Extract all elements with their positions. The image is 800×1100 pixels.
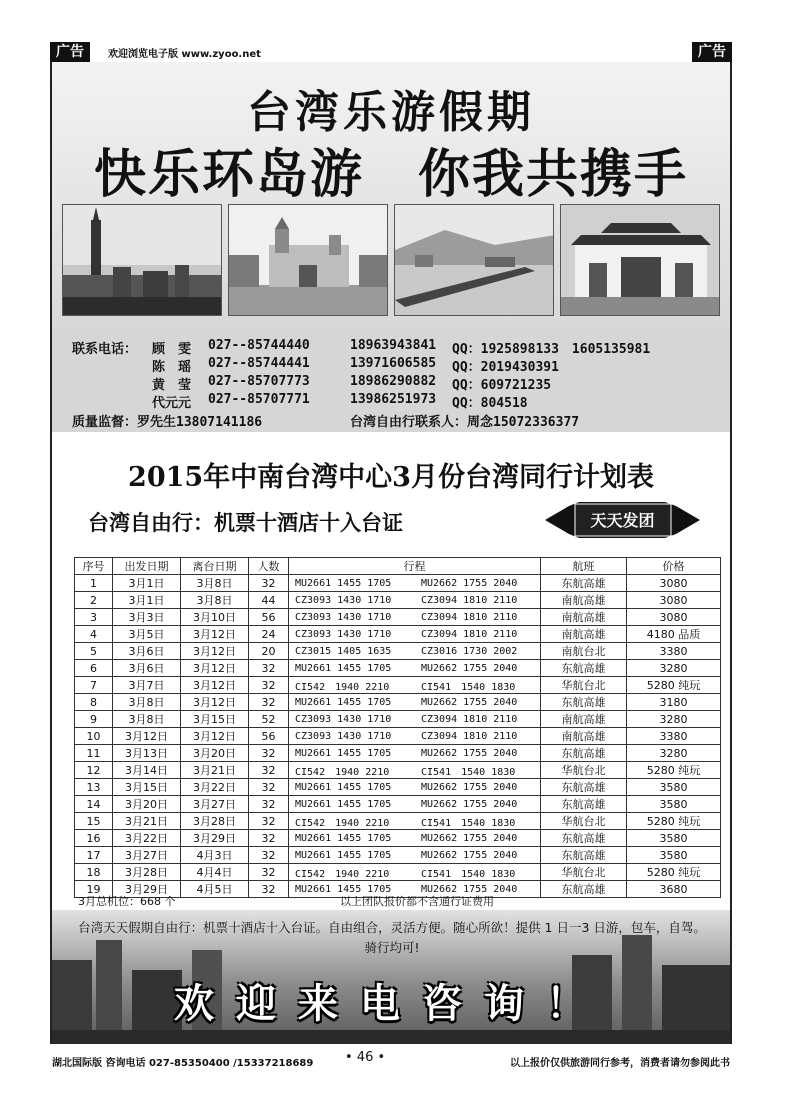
outbound-flight: CI542 1940 2210 [295, 766, 390, 778]
col-header: 出发日期 [113, 558, 181, 575]
col-header: 离台日期 [181, 558, 249, 575]
col-header: 序号 [75, 558, 113, 575]
return-flight: CZ3094 1810 2110 [421, 628, 518, 640]
pax-count: 32 [249, 762, 289, 779]
pax-count: 32 [249, 694, 289, 711]
contact-qq[interactable]: QQ：609721235 [452, 378, 552, 393]
return-flight: MU2662 1755 2040 [421, 883, 518, 895]
return-flight: MU2662 1755 2040 [421, 849, 518, 861]
col-header: 人数 [249, 558, 289, 575]
table-row [75, 796, 721, 813]
price: 3080 [627, 575, 721, 592]
contact-name: 代元元 [152, 396, 192, 411]
price: 3080 [627, 609, 721, 626]
welcome-call-slogan: 欢迎来电咨询！ [174, 980, 608, 1027]
airline: 南航高雄 [541, 609, 627, 626]
return-flight: MU2662 1755 2040 [421, 832, 518, 844]
row-number: 17 [75, 847, 113, 864]
row-number: 11 [75, 745, 113, 762]
website-url[interactable]: 欢迎浏览电子版 www.zyoo.net [108, 49, 261, 60]
departure-date: 3月1日 [113, 592, 181, 609]
outbound-flight: MU2661 1455 1705 [295, 662, 392, 674]
contact-section [52, 330, 730, 432]
return-flight: CI541 1540 1830 [421, 868, 516, 880]
photo-memorial-gate [560, 204, 720, 316]
itinerary [289, 660, 541, 677]
return-date: 3月12日 [181, 643, 249, 660]
airline: 东航高雄 [541, 694, 627, 711]
row-number: 13 [75, 779, 113, 796]
row-number: 4 [75, 626, 113, 643]
return-flight: MU2662 1755 2040 [421, 662, 518, 674]
promo-section [52, 910, 730, 1044]
itinerary [289, 677, 541, 694]
return-flight: MU2662 1755 2040 [421, 577, 518, 589]
departure-date: 3月12日 [113, 728, 181, 745]
departure-date: 3月8日 [113, 694, 181, 711]
price: 4180 品质 [627, 626, 721, 643]
outbound-flight: CI542 1940 2210 [295, 681, 390, 693]
departure-date: 3月7日 [113, 677, 181, 694]
footer-disclaimer: 以上报价仅供旅游同行参考，消费者请勿参阅此书 [510, 1058, 730, 1069]
promo-text: 台湾天天假期自由行：机票十酒店十入台证。自由组合，灵活方便。随心所欲！提供 1 日一3 日游，包车，自驾。骑行均可! [78, 920, 706, 955]
departure-date: 3月22日 [113, 830, 181, 847]
contact-mobile[interactable]: 18986290882 [350, 374, 437, 389]
table-row [75, 847, 721, 864]
table-row [75, 660, 721, 677]
contact-tel[interactable]: 027--85707773 [208, 374, 310, 389]
row-number: 5 [75, 643, 113, 660]
contact-tel[interactable]: 027--85744440 [208, 338, 310, 353]
pax-count: 44 [249, 592, 289, 609]
ad-tag-left: 广告 [50, 42, 90, 62]
contact-mobile[interactable]: 13986251973 [350, 392, 437, 407]
pax-count: 56 [249, 609, 289, 626]
row-number: 16 [75, 830, 113, 847]
outbound-flight: CI542 1940 2210 [295, 817, 390, 829]
price: 3280 [627, 660, 721, 677]
airline: 华航台北 [541, 813, 627, 830]
table-row [75, 830, 721, 847]
row-number: 6 [75, 660, 113, 677]
return-date: 3月12日 [181, 677, 249, 694]
outbound-flight: CZ3093 1430 1710 [295, 713, 392, 725]
return-date: 3月15日 [181, 711, 249, 728]
hero-banner [52, 62, 730, 330]
outbound-flight: MU2661 1455 1705 [295, 747, 392, 759]
return-flight: CI541 1540 1830 [421, 766, 516, 778]
itinerary [289, 728, 541, 745]
outbound-flight: MU2661 1455 1705 [295, 577, 392, 589]
departure-date: 3月1日 [113, 575, 181, 592]
row-number: 14 [75, 796, 113, 813]
quality-supervisor: 质量监督：罗先生13807141186 [72, 415, 263, 430]
price: 3680 [627, 881, 721, 898]
price: 5280 纯玩 [627, 864, 721, 881]
price: 3580 [627, 830, 721, 847]
airline: 东航高雄 [541, 575, 627, 592]
photo-castle-plaza [228, 204, 388, 316]
departure-date: 3月5日 [113, 626, 181, 643]
return-flight: CI541 1540 1830 [421, 681, 516, 693]
table-row [75, 677, 721, 694]
table-header-row [75, 558, 721, 575]
outbound-flight: MU2661 1455 1705 [295, 883, 392, 895]
pax-count: 32 [249, 660, 289, 677]
contact-mobile[interactable]: 18963943841 [350, 338, 437, 353]
price: 3580 [627, 847, 721, 864]
hero-slogan: 快乐环岛游 你我共携手 [93, 144, 688, 205]
departure-date: 3月14日 [113, 762, 181, 779]
table-row [75, 694, 721, 711]
return-date: 3月8日 [181, 575, 249, 592]
col-header: 价格 [627, 558, 721, 575]
badge-label: 天天发团 [590, 511, 655, 530]
price: 5280 纯玩 [627, 813, 721, 830]
table-row [75, 864, 721, 881]
itinerary [289, 864, 541, 881]
outbound-flight: CZ3093 1430 1710 [295, 730, 392, 742]
departure-date: 3月15日 [113, 779, 181, 796]
pax-count: 24 [249, 626, 289, 643]
contact-name: 顾 雯 [152, 342, 192, 357]
return-flight: CZ3094 1810 2110 [421, 594, 518, 606]
phone-label: 联系电话： [72, 342, 138, 357]
price: 3080 [627, 592, 721, 609]
photo-taipei-skyline [62, 204, 222, 316]
outbound-flight: MU2661 1455 1705 [295, 781, 392, 793]
row-number: 15 [75, 813, 113, 830]
row-number: 12 [75, 762, 113, 779]
pax-count: 52 [249, 711, 289, 728]
return-date: 4月4日 [181, 864, 249, 881]
return-date: 4月3日 [181, 847, 249, 864]
contact-qq[interactable]: QQ：1925898133 1605135981 [452, 342, 651, 357]
airline: 东航高雄 [541, 660, 627, 677]
pax-count: 32 [249, 830, 289, 847]
itinerary [289, 779, 541, 796]
return-date: 3月29日 [181, 830, 249, 847]
return-date: 3月12日 [181, 728, 249, 745]
itinerary [289, 694, 541, 711]
row-number: 2 [75, 592, 113, 609]
outbound-flight: MU2661 1455 1705 [295, 696, 392, 708]
photo-harbor-pier [394, 204, 554, 316]
return-date: 3月22日 [181, 779, 249, 796]
table-row [75, 813, 721, 830]
return-flight: MU2662 1755 2040 [421, 798, 518, 810]
airline: 东航高雄 [541, 847, 627, 864]
itinerary [289, 609, 541, 626]
row-number: 3 [75, 609, 113, 626]
return-flight: CI541 1540 1830 [421, 817, 516, 829]
table-row [75, 626, 721, 643]
return-flight: CZ3094 1810 2110 [421, 713, 518, 725]
return-date: 3月12日 [181, 626, 249, 643]
departure-date: 3月6日 [113, 660, 181, 677]
return-flight: MU2662 1755 2040 [421, 747, 518, 759]
outbound-flight: CZ3093 1430 1710 [295, 594, 392, 606]
itinerary [289, 643, 541, 660]
pax-count: 32 [249, 745, 289, 762]
photo-strip [62, 204, 720, 316]
table-row [75, 575, 721, 592]
airline: 华航台北 [541, 762, 627, 779]
return-flight: MU2662 1755 2040 [421, 696, 518, 708]
table-row [75, 711, 721, 728]
page-number: • 46 • [345, 1050, 386, 1065]
itinerary [289, 575, 541, 592]
airline: 东航高雄 [541, 830, 627, 847]
price: 3380 [627, 728, 721, 745]
footer-hotline: 湖北国际版 咨询电话 027-85350400 /15337218689 [52, 1058, 314, 1069]
outbound-flight: MU2661 1455 1705 [295, 849, 392, 861]
itinerary [289, 813, 541, 830]
daily-departure-badge [545, 500, 700, 540]
airline: 东航高雄 [541, 779, 627, 796]
price: 3180 [627, 694, 721, 711]
total-seats: 3月总机位：668 个 [78, 895, 176, 908]
itinerary [289, 626, 541, 643]
pax-count: 32 [249, 847, 289, 864]
price: 3280 [627, 711, 721, 728]
row-number: 9 [75, 711, 113, 728]
outbound-flight: MU2661 1455 1705 [295, 832, 392, 844]
return-date: 4月5日 [181, 881, 249, 898]
departure-date: 3月20日 [113, 796, 181, 813]
airline: 南航台北 [541, 643, 627, 660]
contact-name: 陈 瑶 [152, 360, 192, 375]
itinerary [289, 592, 541, 609]
departure-date: 3月3日 [113, 609, 181, 626]
departure-date: 3月29日 [113, 881, 181, 898]
return-date: 3月20日 [181, 745, 249, 762]
top-bar [50, 42, 732, 62]
return-date: 3月8日 [181, 592, 249, 609]
outbound-flight: CZ3093 1430 1710 [295, 611, 392, 623]
price: 5280 纯玩 [627, 762, 721, 779]
contact-qq[interactable]: QQ：804518 [452, 396, 528, 411]
col-header: 行程 [289, 558, 541, 575]
contact-tel[interactable]: 027--85744441 [208, 356, 310, 371]
contact-name: 黄 莹 [152, 378, 192, 393]
airline: 南航高雄 [541, 711, 627, 728]
return-date: 3月12日 [181, 694, 249, 711]
departure-date: 3月27日 [113, 847, 181, 864]
outbound-flight: MU2661 1455 1705 [295, 798, 392, 810]
table-row [75, 745, 721, 762]
outbound-flight: CZ3093 1430 1710 [295, 628, 392, 640]
row-number: 1 [75, 575, 113, 592]
price: 5280 纯玩 [627, 677, 721, 694]
row-number: 10 [75, 728, 113, 745]
outbound-flight: CZ3015 1405 1635 [295, 645, 392, 657]
airline: 南航高雄 [541, 626, 627, 643]
airline: 东航高雄 [541, 745, 627, 762]
departure-date: 3月21日 [113, 813, 181, 830]
row-number: 7 [75, 677, 113, 694]
plan-title: 2015年中南台湾中心3月份台湾同行计划表 [128, 462, 654, 493]
col-header: 航班 [541, 558, 627, 575]
pax-count: 32 [249, 779, 289, 796]
itinerary [289, 711, 541, 728]
pax-count: 32 [249, 864, 289, 881]
ad-tag-right: 广告 [692, 42, 732, 62]
itinerary [289, 796, 541, 813]
contact-mobile[interactable]: 13971606585 [350, 356, 437, 371]
table-row [75, 643, 721, 660]
return-date: 3月10日 [181, 609, 249, 626]
return-date: 3月28日 [181, 813, 249, 830]
airline: 华航台北 [541, 864, 627, 881]
return-flight: CZ3094 1810 2110 [421, 730, 518, 742]
airline: 南航高雄 [541, 728, 627, 745]
fee-note: 以上团队报价都不含通行证费用 [340, 895, 494, 908]
pax-count: 32 [249, 881, 289, 898]
price: 3580 [627, 779, 721, 796]
pax-count: 32 [249, 796, 289, 813]
plan-subtitle: 台湾自由行：机票十酒店十入台证 [88, 511, 403, 535]
table-row [75, 609, 721, 626]
pax-count: 20 [249, 643, 289, 660]
airline: 东航高雄 [541, 881, 627, 898]
contact-tel[interactable]: 027--85707771 [208, 392, 310, 407]
pax-count: 32 [249, 813, 289, 830]
price: 3280 [627, 745, 721, 762]
contact-qq[interactable]: QQ：2019430391 [452, 360, 559, 375]
outbound-flight: CI542 1940 2210 [295, 868, 390, 880]
itinerary [289, 745, 541, 762]
itinerary [289, 847, 541, 864]
price: 3380 [627, 643, 721, 660]
pax-count: 56 [249, 728, 289, 745]
table-row [75, 728, 721, 745]
pax-count: 32 [249, 575, 289, 592]
return-flight: CZ3094 1810 2110 [421, 611, 518, 623]
plan-table-body [75, 575, 721, 898]
airline: 东航高雄 [541, 796, 627, 813]
table-row [75, 779, 721, 796]
plan-table [74, 557, 721, 898]
price: 3580 [627, 796, 721, 813]
return-flight: MU2662 1755 2040 [421, 781, 518, 793]
departure-date: 3月8日 [113, 711, 181, 728]
departure-date: 3月28日 [113, 864, 181, 881]
itinerary [289, 830, 541, 847]
departure-date: 3月6日 [113, 643, 181, 660]
itinerary [289, 762, 541, 779]
airline: 华航台北 [541, 677, 627, 694]
row-number: 8 [75, 694, 113, 711]
departure-date: 3月13日 [113, 745, 181, 762]
row-number: 18 [75, 864, 113, 881]
return-date: 3月21日 [181, 762, 249, 779]
taiwan-contact: 台湾自由行联系人：周念15072336377 [350, 415, 580, 430]
pax-count: 32 [249, 677, 289, 694]
row-number: 19 [75, 881, 113, 898]
return-flight: CZ3016 1730 2002 [421, 645, 518, 657]
airline: 南航高雄 [541, 592, 627, 609]
hero-title: 台湾乐游假期 [247, 87, 535, 138]
return-date: 3月12日 [181, 660, 249, 677]
return-date: 3月27日 [181, 796, 249, 813]
table-row [75, 762, 721, 779]
table-row [75, 592, 721, 609]
